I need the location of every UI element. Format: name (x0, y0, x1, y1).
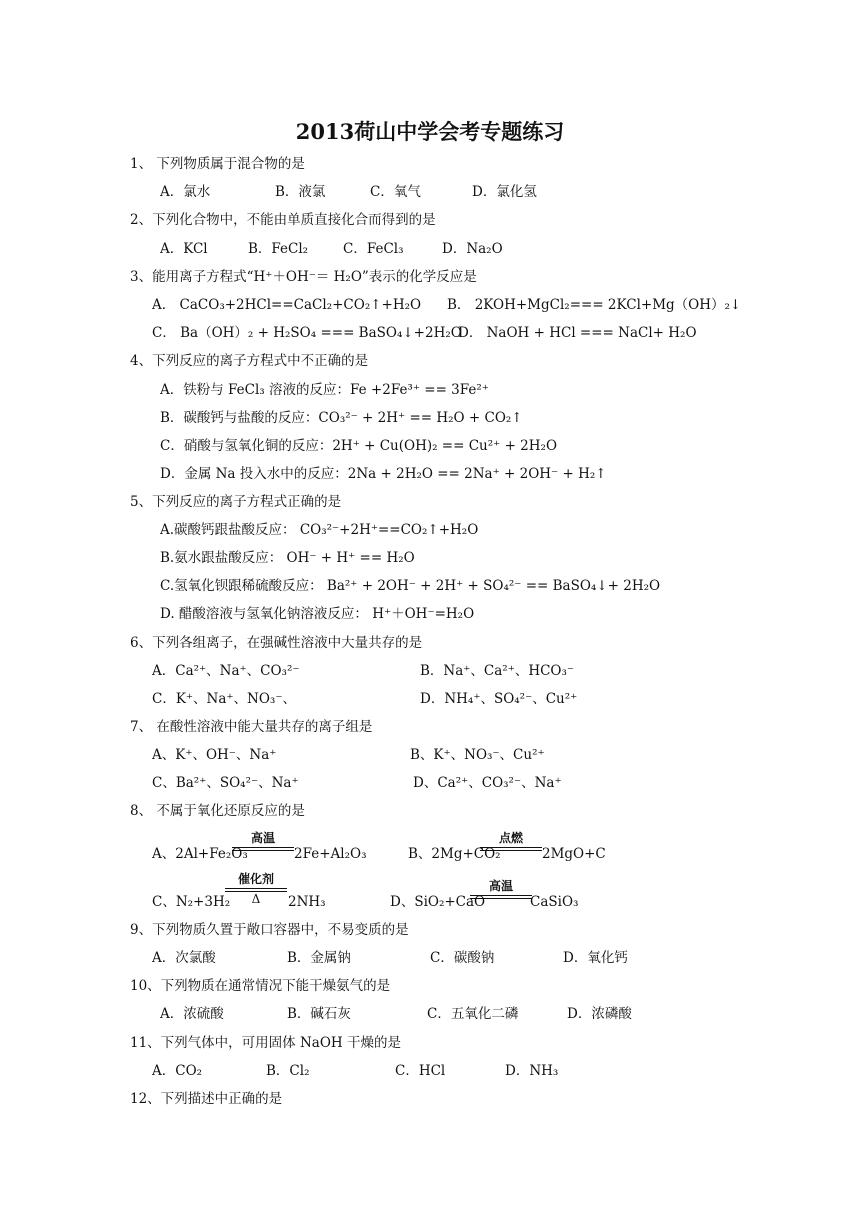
text-line: B.氨水跟盐酸反应： OH⁻ + H⁺ == H₂O (160, 550, 415, 566)
text-line: B． 2KOH+MgCl₂=== 2KCl+Mg（OH）₂↓ (447, 297, 742, 313)
text-line: 5、下列反应的离子方程式正确的是 (130, 494, 342, 510)
text-line: 9、下列物质久置于敞口容器中，不易变质的是 (130, 922, 409, 938)
text-line: 8、 不属于氧化还原反应的是 (130, 803, 305, 819)
reaction-condition-arrow (225, 872, 287, 906)
text-line: B．金属钠 (287, 950, 351, 966)
reaction-condition-arrow (232, 831, 294, 849)
text-line: 2NH₃ (288, 894, 326, 910)
text-line: A．铁粉与 FeCl₃ 溶液的反应：Fe +2Fe³⁺ == 3Fe²⁺ (160, 382, 489, 398)
text-line: 6、下列各组离子，在强碱性溶液中大量共存的是 (130, 635, 423, 651)
condition-label: 高温 (488, 879, 513, 893)
text-line: C、Ba²⁺、SO₄²⁻、Na⁺ (152, 775, 299, 791)
text-line: B、2Mg+CO₂ (408, 846, 501, 862)
text-line: C．硝酸与氢氧化铜的反应：2H⁺ + Cu(OH)₂ == Cu²⁺ + 2H₂O (160, 438, 558, 454)
text-line: A、2Al+Fe₂O₃ (152, 846, 248, 862)
condition-label: 点燃 (498, 831, 523, 845)
text-line: C． Ba（OH）₂ + H₂SO₄ === BaSO₄↓+2H₂O (152, 325, 462, 341)
text-line: A．次氯酸 (152, 950, 216, 966)
text-line: C．HCl (395, 1063, 446, 1079)
text-line: A、K⁺、OH⁻、Na⁺ (152, 747, 277, 763)
text-line: C．K⁺、Na⁺、NO₃⁻、 (152, 691, 296, 707)
text-line: CaSiO₃ (530, 894, 579, 910)
text-line: D．NH₄⁺、SO₄²⁻、Cu²⁺ (420, 691, 578, 707)
equals-line (232, 847, 294, 848)
text-line: D．金属 Na 投入水中的反应：2Na + 2H₂O == 2Na⁺ + 2OH⁻ + H₂↑ (160, 466, 607, 482)
condition-sub-label: Δ (251, 892, 261, 906)
text-line: B．Na⁺、Ca²⁺、HCO₃⁻ (420, 663, 575, 679)
text-line: B、K⁺、NO₃⁻、Cu²⁺ (410, 747, 545, 763)
text-line: B．Cl₂ (266, 1063, 310, 1079)
text-line: D．氯化氢 (472, 184, 537, 200)
condition-label: 催化剂 (237, 872, 274, 886)
equals-line (225, 888, 287, 889)
text-line: C．氧气 (370, 184, 421, 200)
text-line: 2Fe+Al₂O₃ (294, 846, 367, 862)
page-title: 2013荷山中学会考专题练习 (295, 119, 565, 144)
text-line: 4、下列反应的离子方程式中不正确的是 (130, 353, 369, 369)
text-line: 2MgO+C (542, 846, 606, 862)
equals-line (232, 850, 294, 851)
reaction-condition-arrow (480, 831, 542, 849)
text-line: A．氯水 (160, 184, 211, 200)
text-line: D．氧化钙 (563, 950, 628, 966)
equals-line (470, 895, 532, 896)
text-line: A． CaCO₃+2HCl==CaCl₂+CO₂↑+H₂O (152, 297, 422, 313)
text-line: A．Ca²⁺、Na⁺、CO₃²⁻ (152, 663, 300, 679)
text-line: A．浓硫酸 (160, 1006, 224, 1022)
text-line: D、Ca²⁺、CO₃²⁻、Na⁺ (413, 775, 562, 791)
text-line: B．液氯 (275, 184, 326, 200)
text-line: C．FeCl₃ (343, 241, 404, 257)
text-line: C、N₂+3H₂ (152, 894, 231, 910)
text-line: D．浓磷酸 (567, 1006, 632, 1022)
text-line: B．FeCl₂ (248, 241, 309, 257)
equals-line (470, 898, 532, 899)
text-line: A．KCl (160, 241, 208, 257)
text-line: D． NaOH + HCl === NaCl+ H₂O (458, 325, 697, 341)
text-line: 3、能用离子方程式“H⁺＋OH⁻＝ H₂O”表示的化学反应是 (130, 269, 477, 285)
text-line: 11、下列气体中，可用固体 NaOH 干燥的是 (130, 1035, 401, 1051)
text-line: C.氢氧化钡跟稀硫酸反应： Ba²⁺ + 2OH⁻ + 2H⁺ + SO₄²⁻ == BaSO₄↓+ 2H₂O (160, 578, 661, 594)
text-line: 1、 下列物质属于混合物的是 (130, 156, 305, 172)
text-line: B．碳酸钙与盐酸的反应：CO₃²⁻ + 2H⁺ == H₂O + CO₂↑ (160, 410, 523, 426)
text-line: C．碳酸钠 (430, 950, 495, 966)
text-line: D. 醋酸溶液与氢氧化钠溶液反应： H⁺＋OH⁻=H₂O (160, 606, 475, 622)
equals-line (480, 850, 542, 851)
condition-label: 高温 (250, 831, 275, 845)
text-line: D．Na₂O (442, 241, 503, 257)
text-line: C．五氧化二磷 (427, 1006, 519, 1022)
equals-line (480, 847, 542, 848)
text-line: A.碳酸钙跟盐酸反应： CO₃²⁻+2H⁺==CO₂↑+H₂O (160, 522, 479, 538)
text-line: 12、下列描述中正确的是 (130, 1091, 283, 1107)
reaction-condition-arrow (470, 879, 532, 897)
text-line: A．CO₂ (152, 1063, 203, 1079)
text-line: 7、 在酸性溶液中能大量共存的离子组是 (130, 719, 373, 735)
text-line: 10、下列物质在通常情况下能干燥氨气的是 (130, 978, 391, 994)
text-line: D、SiO₂+CaO (390, 894, 486, 910)
text-line: D．NH₃ (505, 1063, 559, 1079)
text-line: B．碱石灰 (287, 1006, 351, 1022)
text-line: 2、下列化合物中，不能由单质直接化合而得到的是 (130, 212, 436, 228)
